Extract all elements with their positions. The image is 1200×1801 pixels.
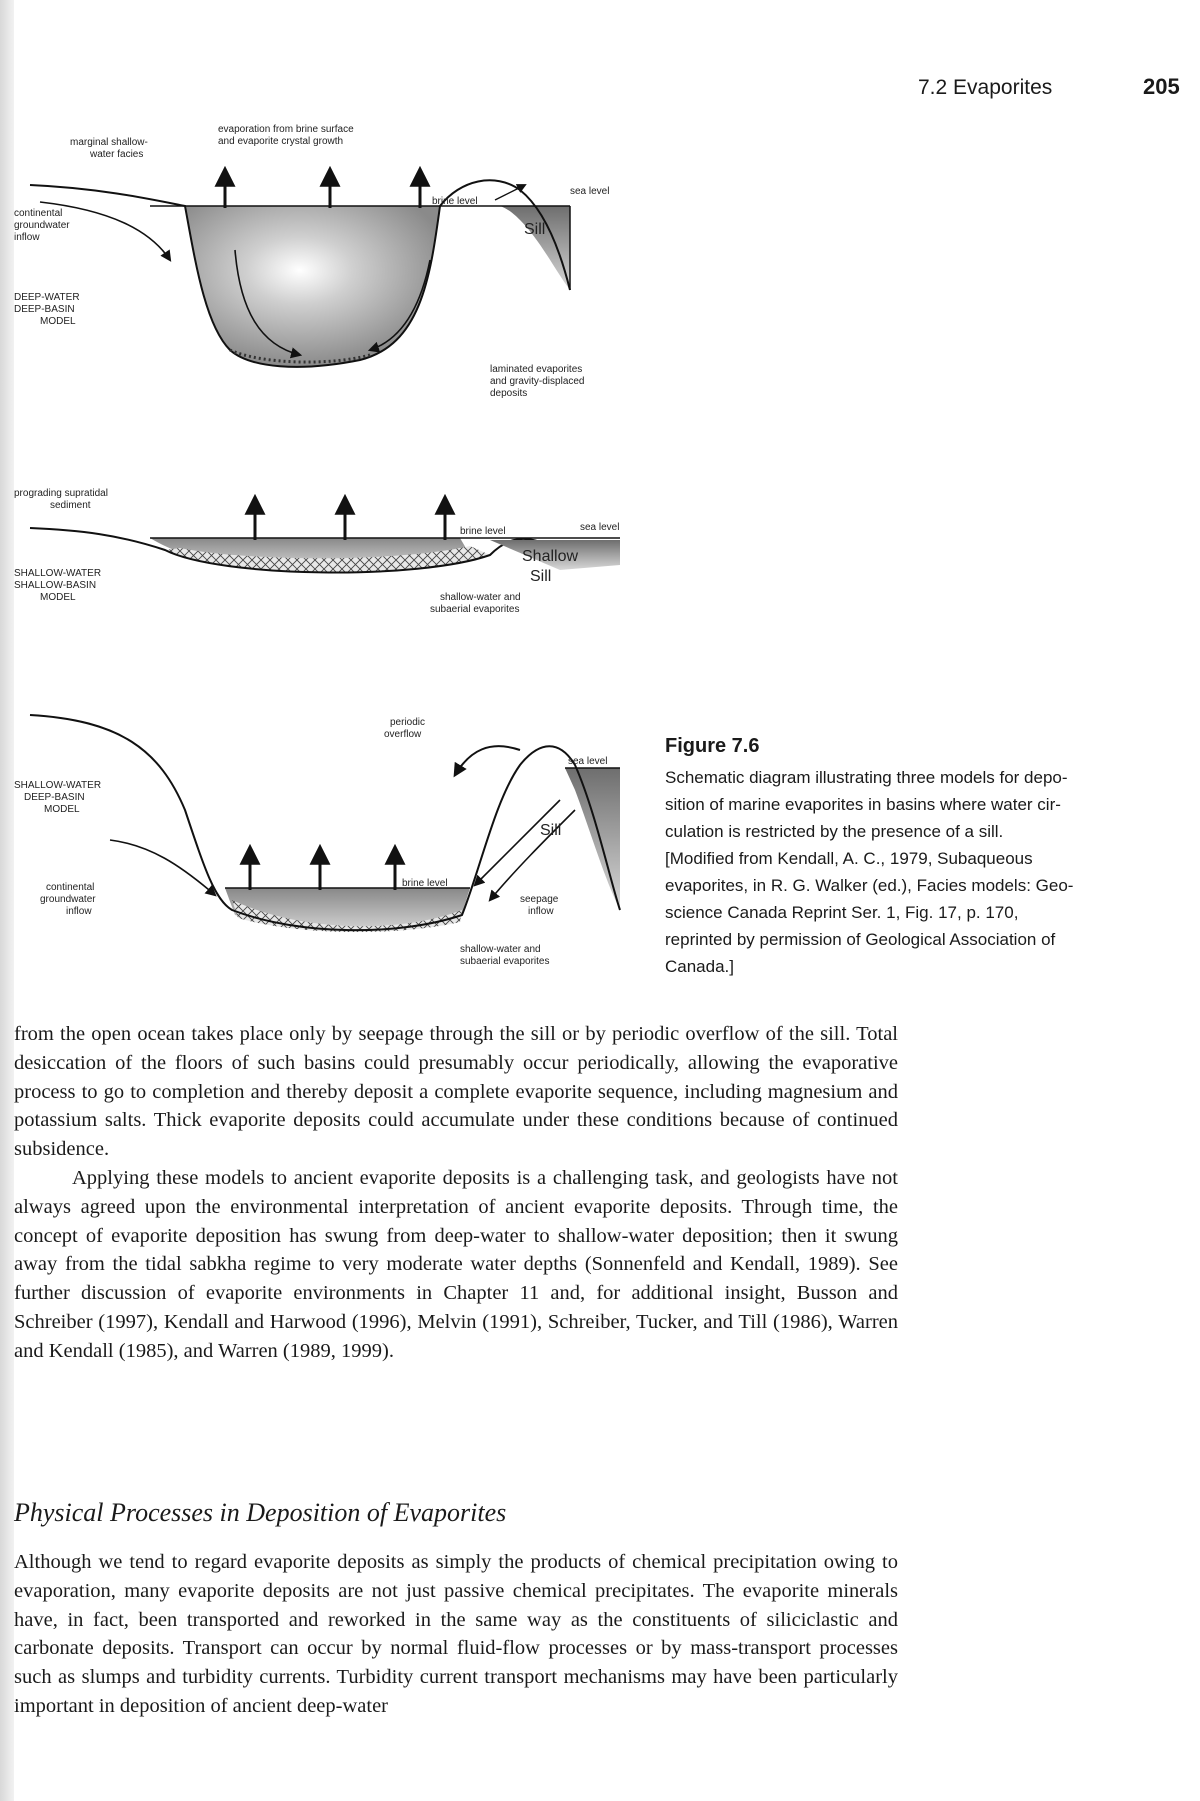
- groundwater-label-line3: inflow: [14, 232, 40, 243]
- caption-body: [665, 764, 1185, 980]
- groundwater-arrow-3: [110, 840, 215, 895]
- model1-label-line3: MODEL: [40, 316, 76, 327]
- model3-label-line2: DEEP-BASIN: [24, 792, 85, 803]
- deposits-label-line1: laminated evaporites: [490, 364, 583, 375]
- seepage-arrow-2: [490, 810, 575, 900]
- model3-label-line3: MODEL: [44, 804, 80, 815]
- model2-label-line2: SHALLOW-BASIN: [14, 580, 97, 591]
- evaporation-label-line1: evaporation from brine surface: [218, 124, 354, 135]
- body-text-lower: [14, 1548, 898, 1721]
- figure-caption: [665, 735, 1185, 980]
- caption-line: Schematic diagram illustrating three models for depo-: [665, 768, 1068, 787]
- shallow-evaporites-label-line2: subaerial evaporites: [430, 604, 520, 615]
- overflow-label-line1: periodic: [390, 717, 426, 728]
- groundwater3-label-line2: groundwater: [40, 894, 96, 905]
- overflow-label-line2: overflow: [384, 729, 422, 740]
- sill-label-3: Sill: [540, 822, 562, 839]
- panel-shallow-water-shallow-basin: [14, 488, 620, 615]
- caption-line: evaporites, in R. G. Walker (ed.), Facies models: Geo-: [665, 876, 1074, 895]
- deep-basin-sea-body: [565, 768, 620, 910]
- caption-line: culation is restricted by the presence of a sill.: [665, 822, 1004, 841]
- evaporation-label-line2: and evaporite crystal growth: [218, 136, 344, 147]
- model2-label-line3: MODEL: [40, 592, 76, 603]
- shallow-sill-label-line1: Shallow: [522, 548, 579, 565]
- caption-line: science Canada Reprint Ser. 1, Fig. 17, p. 170,: [665, 903, 1019, 922]
- groundwater-label-line2: groundwater: [14, 220, 70, 231]
- groundwater-label-line1: continental: [14, 208, 63, 219]
- section-heading: Physical Processes in Deposition of Evaporites: [14, 1498, 507, 1527]
- sea-level-label-3: sea level: [568, 756, 608, 767]
- running-header: [0, 76, 1200, 106]
- panel-shallow-water-deep-basin: [14, 715, 620, 967]
- figure-7-6: [0, 110, 640, 990]
- brine-level-label-3: brine level: [402, 878, 448, 889]
- page-number: 205: [1143, 74, 1180, 99]
- panel-deep-water-deep-basin: [14, 124, 609, 399]
- seepage-label-line2: inflow: [528, 906, 554, 917]
- seepage-arrow-1: [475, 800, 560, 885]
- caption-title: Figure 7.6: [665, 735, 760, 757]
- sea-level-label-2: sea level: [580, 522, 620, 533]
- caption-line: Canada.]: [665, 957, 734, 976]
- deposits-label-line2: and gravity-displaced: [490, 376, 585, 387]
- paragraph-2: Applying these models to ancient evaporite deposits is a challenging task, and geologists have not always agreed upon the environmental interpretation of ancient evaporite deposits. Through time, the concept of evaporite deposition has swung from deep-water to shallow-water deposition; then it swung away from the tidal sabkha regime to very moderate water depths (Sonnenfeld and Kendall, 1989). See further discussion of evaporite environments in Chapter 11 and, for additional insight, Busson and Schreiber (1997), Kendall and Harwood (1996), Melvin (1991), Schreiber, Tucker, and Till (1986), Warren and Kendall (1985), and Warren (1989, 1999).: [14, 1166, 898, 1362]
- shallow-evaporites-label-line1: shallow-water and: [440, 592, 521, 603]
- shallow-sill-label-line2: Sill: [530, 568, 552, 585]
- paragraph-3: Although we tend to regard evaporite deposits as simply the products of chemical precipitation owing to evaporation, many evaporite deposits are not just passive chemical precipitates. The evaporite minerals have, in fact, been transported and reworked in the same way as the constituents of siliciclastic and carbonate deposits. Transport can occur by normal fluid-flow processes or by mass-transport processes such as slumps and turbidity currents. Turbidity current transport mechanisms may have been particularly important in deposition of ancient deep-water: [14, 1551, 898, 1717]
- prograding-label-line2: sediment: [50, 500, 91, 511]
- model3-label-line1: SHALLOW-WATER: [14, 780, 102, 791]
- seepage-label-line1: seepage: [520, 894, 559, 905]
- sill-arrow: [495, 185, 525, 200]
- sill-label-1: Sill: [524, 221, 546, 238]
- model1-label-line2: DEEP-BASIN: [14, 304, 75, 315]
- deep-sea-body: [500, 206, 570, 290]
- brine-level-label-2: brine level: [460, 526, 506, 537]
- caption-line: reprinted by permission of Geological Association of: [665, 930, 1056, 949]
- model1-label-line1: DEEP-WATER: [14, 292, 80, 303]
- caption-line: [Modified from Kendall, A. C., 1979, Subaqueous: [665, 849, 1033, 868]
- body-text-upper: [14, 1020, 898, 1366]
- marginal-label-line1: marginal shallow-: [70, 137, 148, 148]
- deep-evaporites-label-line1: shallow-water and: [460, 944, 541, 955]
- marginal-label-line2: water facies: [90, 149, 144, 160]
- deep-evaporites-label-line2: subaerial evaporites: [460, 956, 550, 967]
- prograding-label-line1: prograding supratidal: [14, 488, 108, 499]
- evaporite-models-diagram: [0, 110, 640, 990]
- overflow-arrow: [455, 746, 520, 775]
- groundwater3-label-line1: continental: [46, 882, 95, 893]
- section-title: 7.2 Evaporites: [918, 76, 1053, 99]
- brine-level-label-1: brine level: [432, 196, 478, 207]
- caption-line: sition of marine evaporites in basins where water cir-: [665, 795, 1061, 814]
- model2-label-line1: SHALLOW-WATER: [14, 568, 102, 579]
- sea-level-label-1: sea level: [570, 186, 610, 197]
- groundwater3-label-line3: inflow: [66, 906, 92, 917]
- paragraph-1: from the open ocean takes place only by seepage through the sill or by periodic overflow of the sill. Total desiccation of the floors of such basins could presumably occur periodically, allowing the evaporative process to go to completion and thereby deposit a complete evaporite sequence, including magnesium and potassium salts. Thick evaporite deposits could accumulate under these conditions because of continued subsidence.: [14, 1023, 898, 1161]
- deposits-label-line3: deposits: [490, 388, 528, 399]
